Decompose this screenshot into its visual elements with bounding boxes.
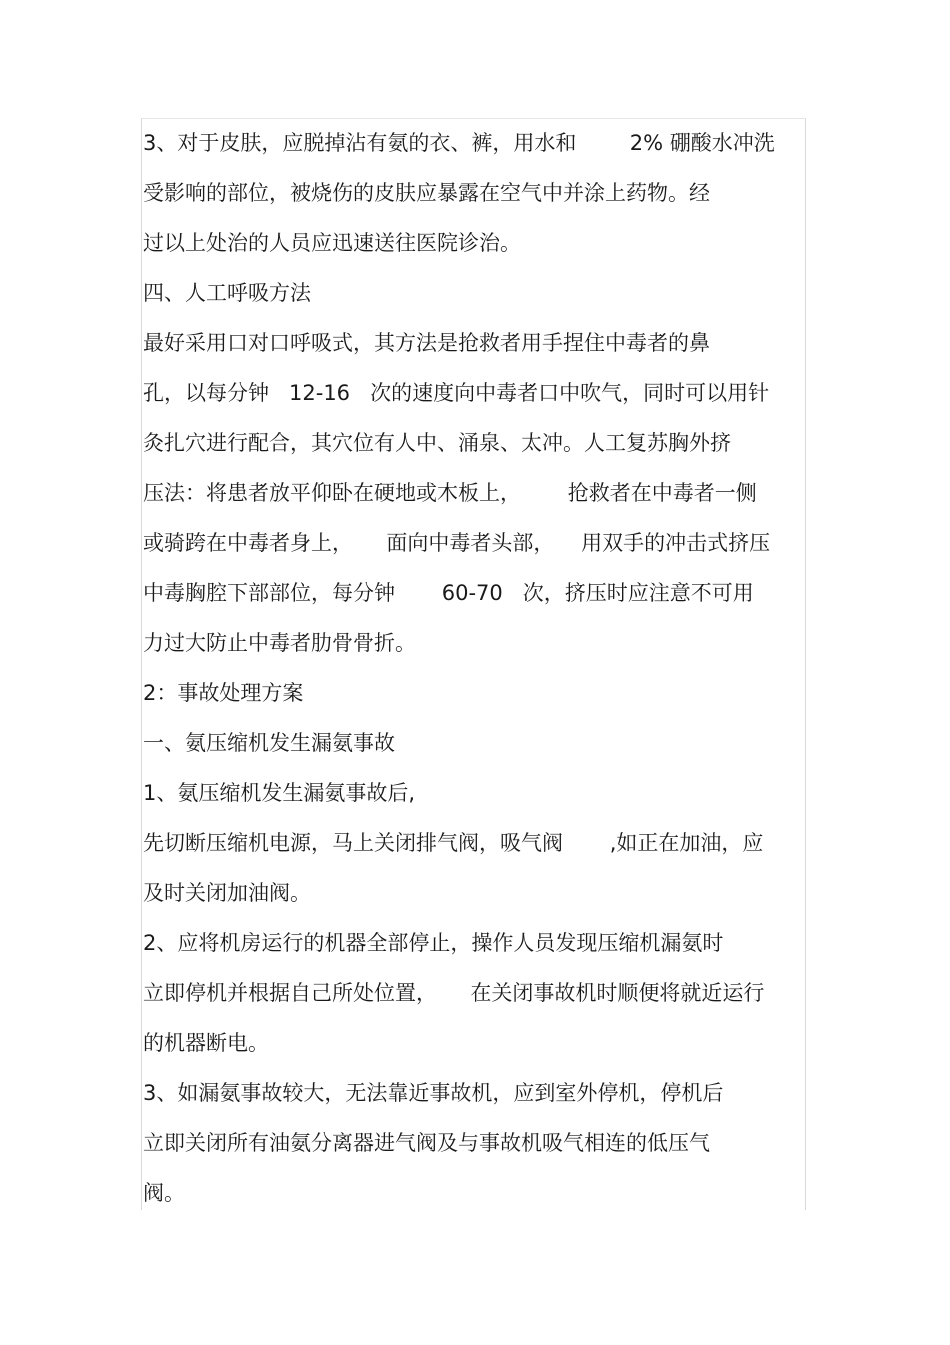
text-line: 立即停机并根据自己所处位置， 在关闭事故机时顺便将就近运行 (143, 981, 765, 1005)
text-line: 灸扎穴进行配合，其穴位有人中、涌泉、太冲。人工复苏胸外挤 (143, 431, 731, 455)
text-line: 受影响的部位，被烧伤的皮肤应暴露在空气中并涂上药物。经 (143, 181, 710, 205)
text-line: 最好采用口对口呼吸式，其方法是抢救者用手捏住中毒者的鼻 (143, 331, 710, 355)
text-line: 中毒胸腔下部部位，每分钟 60-70 次，挤压时应注意不可用 (143, 581, 754, 605)
text-line: 孔，以每分钟 12-16 次的速度向中毒者口中吹气，同时可以用针 (143, 381, 770, 405)
text-line: 力过大防止中毒者肋骨骨折。 (143, 631, 416, 655)
section-heading: 一、氨压缩机发生漏氨事故 (143, 731, 395, 755)
text-line: 或骑跨在中毒者身上， 面向中毒者头部， 用双手的冲击式挤压 (143, 531, 771, 555)
text-line: 3、如漏氨事故较大，无法靠近事故机，应到室外停机，停机后 (143, 1081, 724, 1105)
section-heading: 四、人工呼吸方法 (143, 281, 311, 305)
text-line: 压法：将患者放平仰卧在硬地或木板上， 抢救者在中毒者一侧 (143, 481, 757, 505)
text-line: 先切断压缩机电源，马上关闭排气阀，吸气阀 ,如正在加油，应 (143, 831, 764, 855)
text-line: 的机器断电。 (143, 1031, 269, 1055)
text-line: 2、应将机房运行的机器全部停止，操作人员发现压缩机漏氨时 (143, 931, 724, 955)
text-line: 及时关闭加油阀。 (143, 881, 311, 905)
section-heading: 2：事故处理方案 (143, 681, 304, 705)
text-line: 1、氨压缩机发生漏氨事故后, (143, 781, 416, 805)
text-line: 立即关闭所有油氨分离器进气阀及与事故机吸气相连的低压气 (143, 1131, 710, 1155)
text-line: 3、对于皮肤，应脱掉沾有氨的衣、裤，用水和 2% 硼酸水冲洗 (143, 131, 775, 155)
text-line: 阀。 (143, 1181, 185, 1205)
text-line: 过以上处治的人员应迅速送往医院诊治。 (143, 231, 521, 255)
